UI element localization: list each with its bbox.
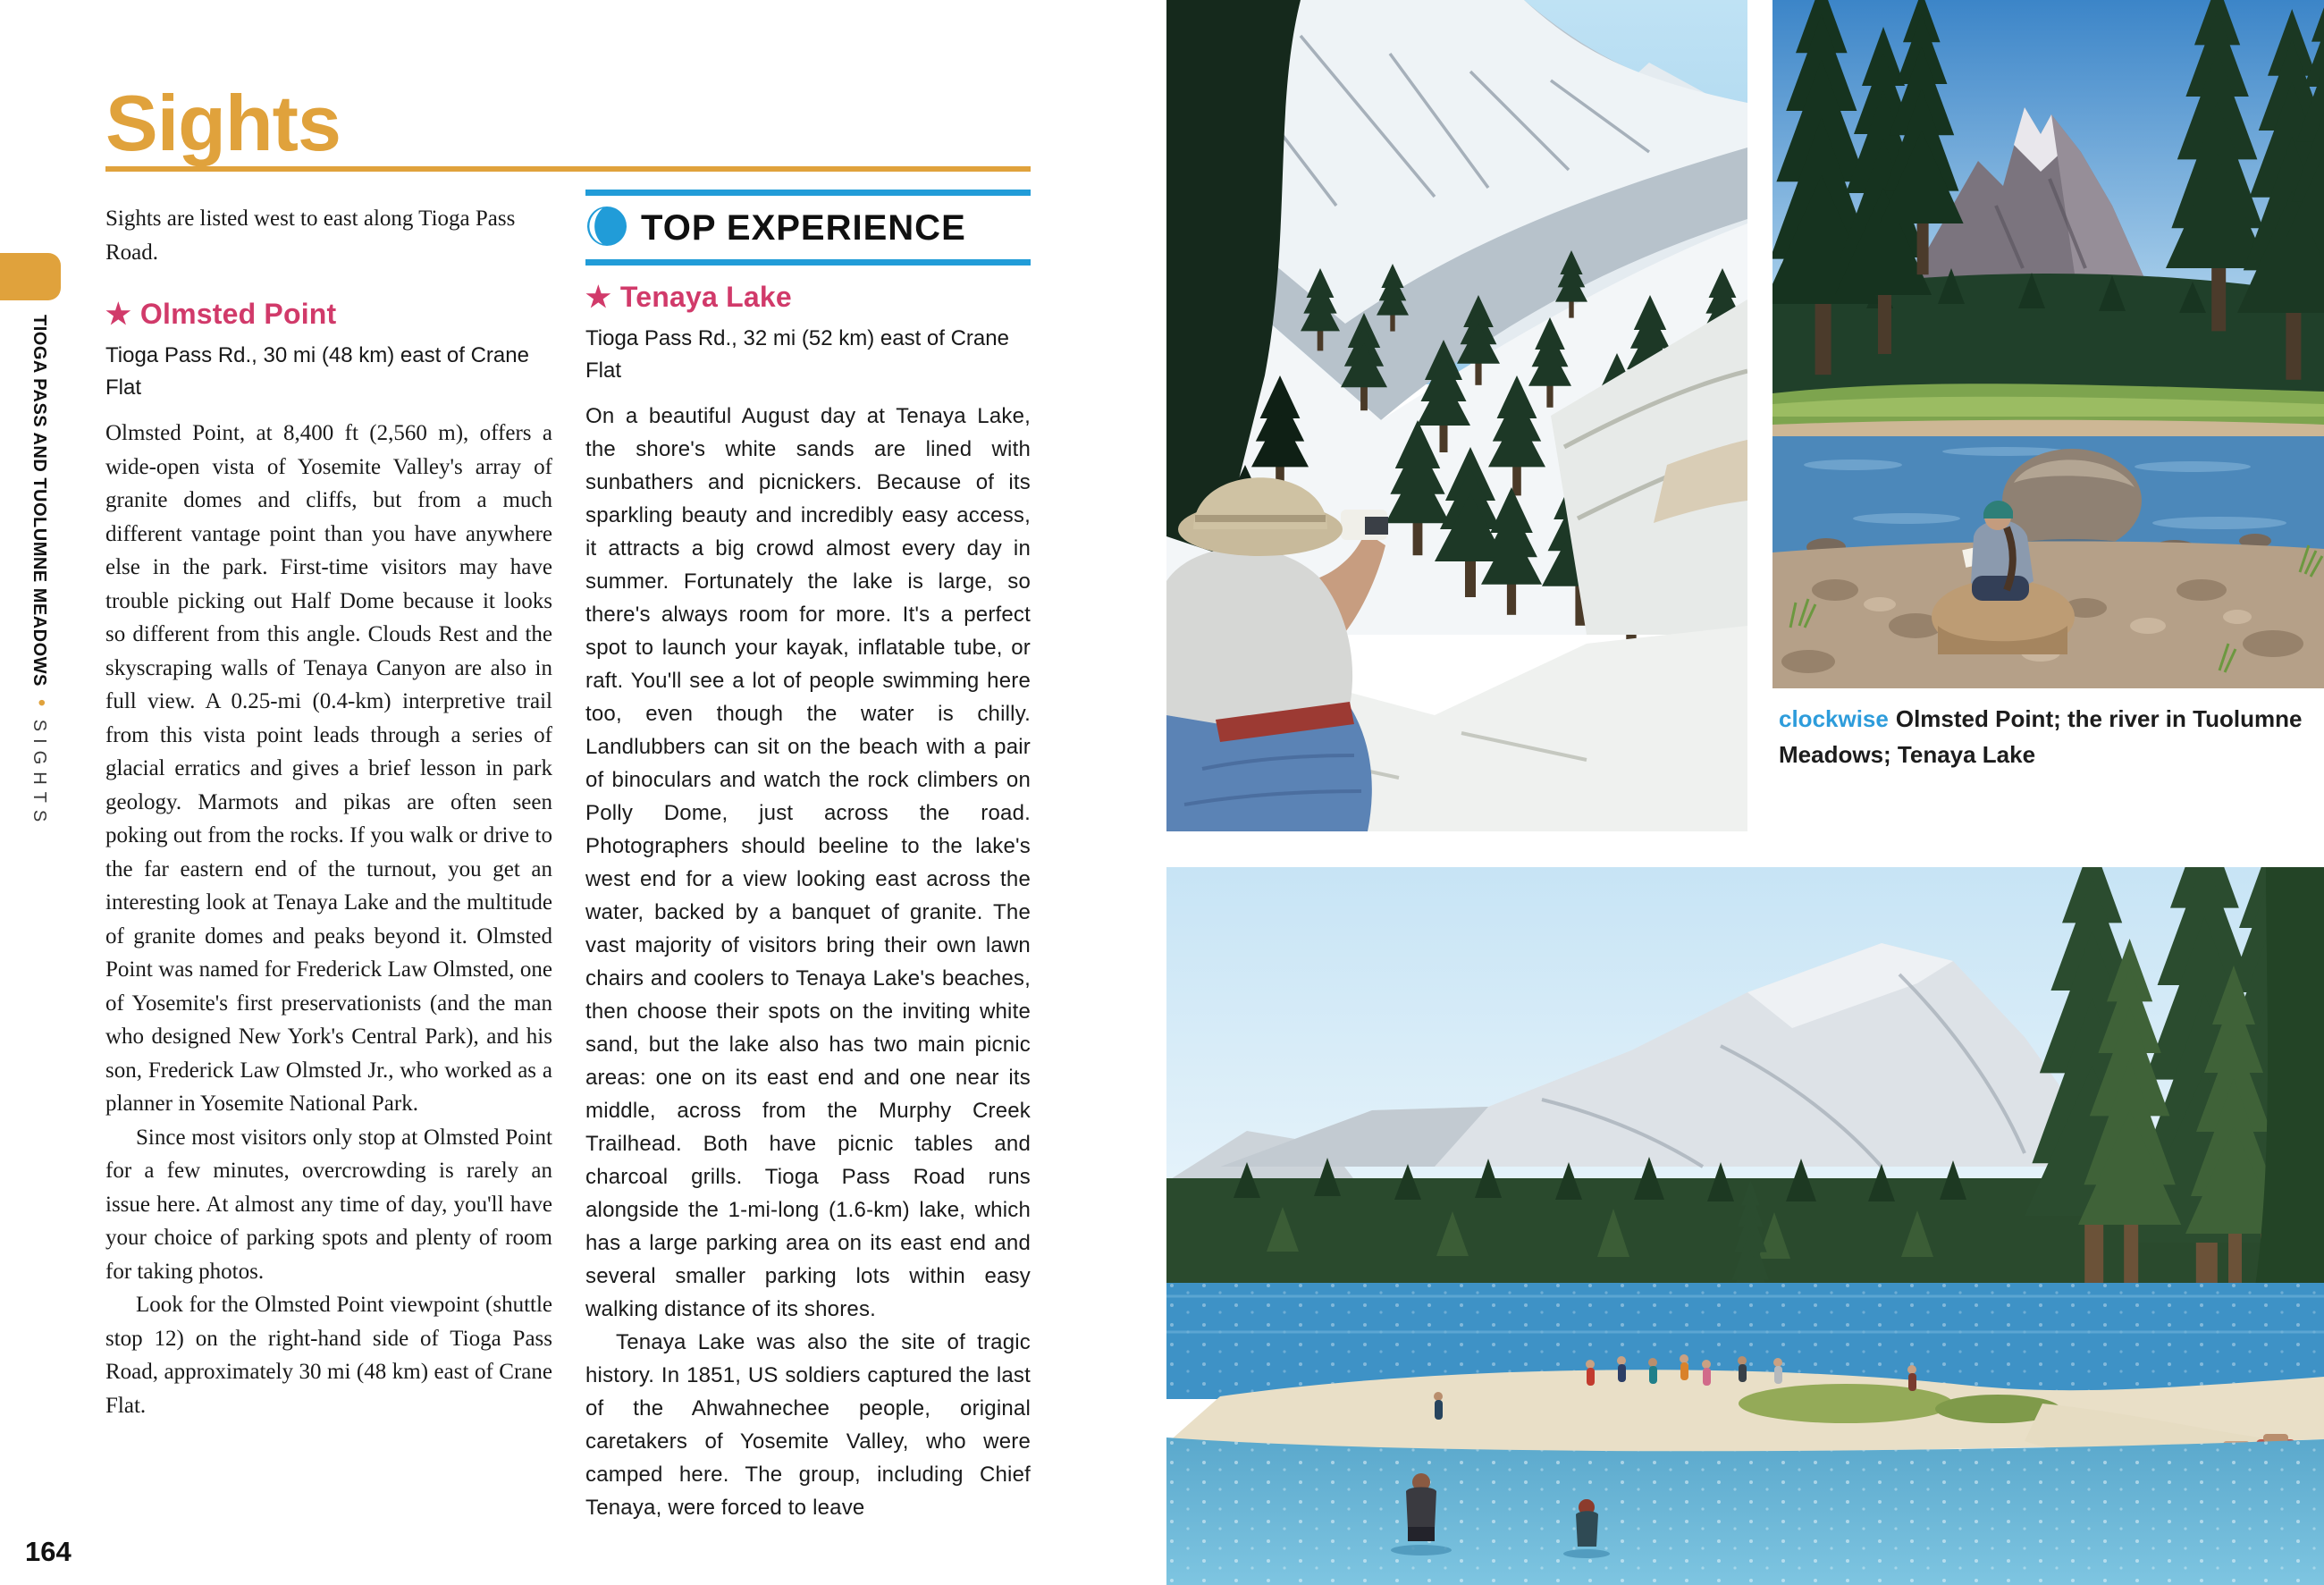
star-icon: ★ bbox=[585, 281, 611, 313]
spine-label bbox=[29, 315, 54, 829]
spine-chapter-title: TIOGA PASS AND TUOLUMNE MEADOWS bbox=[29, 315, 49, 687]
page-number: 164 bbox=[25, 1536, 72, 1567]
star-icon: ★ bbox=[105, 298, 131, 330]
heading-tenaya-lake-label: Tenaya Lake bbox=[619, 281, 792, 313]
chapter-tab bbox=[0, 253, 61, 300]
top-experience-rule-top bbox=[585, 190, 1031, 196]
caption-lead: clockwise bbox=[1779, 705, 1889, 732]
top-experience-label: TOP EXPERIENCE bbox=[641, 208, 966, 248]
spine-section-title: SIGHTS bbox=[29, 719, 49, 830]
heading-olmsted-point bbox=[105, 297, 552, 331]
tenaya-body bbox=[585, 400, 1031, 1524]
tenaya-paragraph: Tenaya Lake was also the site of tragic history. In 1851, US soldiers captured the last of the Ahwahnechee people, original caretakers of Yosemite Valley, who were camped here. The group, including Chief Tenaya, were forced to leave bbox=[585, 1330, 1031, 1520]
heading-olmsted-point-label: Olmsted Point bbox=[139, 298, 337, 330]
olmsted-body bbox=[105, 417, 552, 1422]
top-experience-rule-bottom bbox=[585, 259, 1031, 266]
olmsted-address: Tioga Pass Rd., 30 mi (48 km) east of Crane Flat bbox=[105, 343, 529, 400]
tenaya-address: Tioga Pass Rd., 32 mi (52 km) east of Crane Flat bbox=[585, 326, 1009, 383]
bullet-icon: • bbox=[29, 698, 54, 707]
heading-tenaya-lake bbox=[585, 280, 1031, 314]
intro-text: Sights are listed west to east along Tioga Pass Road. bbox=[105, 207, 516, 265]
moon-circle-icon bbox=[587, 207, 627, 250]
column-right bbox=[585, 190, 1031, 1524]
photo-tuolumne-river bbox=[1772, 0, 2324, 688]
caption-text: Olmsted Point; the river in Tuolumne Meadows; Tenaya Lake bbox=[1779, 705, 2303, 768]
top-experience-header bbox=[585, 196, 1031, 259]
olmsted-paragraph: Since most visitors only stop at Olmsted Point for a few minutes, overcrowding is rarely an issue here. At almost any time of day, you'll have your choice of parking spots and plenty of room for taking photos. bbox=[105, 1125, 552, 1284]
column-left bbox=[105, 79, 552, 1422]
tenaya-paragraph: On a beautiful August day at Tenaya Lake, the shore's white sands are lined with sunbathers and picnickers. Because of its sparkling beauty and incredibly easy access, it attracts a big crowd almost every day in summer. Fortunately the lake is large, so there's always room for more. It's a perfect spot to launch your kayak, inflatable tube, or raft. You'll see a lot of people swimming here too, even though the water is chilly. Landlubbers can sit on the beach with a pair of binoculars and watch the rock climbers on Polly Dome, just across the road. Photographers should beeline to the lake's west end for a view looking east across the water, backed by a banquet of granite. The vast majority of visitors bring their own lawn chairs and coolers to Tenaya Lake's beaches, then choose their spots on the inviting white sand, but the lake also has two main picnic areas: one on its east end and one near its middle, across from the Murphy Creek Trailhead. Both have picnic tables and charcoal grills. Tioga Pass Road runs alongside the 1-mi-long (1.6-km) lake, which has a large parking area on its east end and several smaller parking lots within easy walking distance of its shores. bbox=[585, 404, 1031, 1321]
olmsted-paragraph: Look for the Olmsted Point viewpoint (shuttle stop 12) on the right-hand side of Tioga Pass Road, approximately 30 mi (48 km) east of Crane Flat. bbox=[105, 1293, 552, 1418]
photo-olmsted-point bbox=[1166, 0, 1747, 831]
photo-caption bbox=[1779, 701, 2315, 772]
page-title: Sights bbox=[105, 79, 341, 167]
photo-tenaya-lake bbox=[1166, 867, 2324, 1585]
olmsted-paragraph: Olmsted Point, at 8,400 ft (2,560 m), offers a wide-open vista of Yosemite Valley's array of granite domes and cliffs, but from a much different vantage point than you have anywhere else in the park. First-time visitors may have trouble picking out Half Dome because it looks so different from this angle. Clouds Rest and the skyscraping walls of Tenaya Canyon are also in full view. A 0.25-mi (0.4-km) interpretive trail from this vista point leads through a series of glacial erratics and gives a brief lesson in park geology. Marmots and pikas are often seen poking out from the rocks. If you walk or drive to the far eastern end of the turnout, you get an interesting look at Tenaya Lake and the multitude of granite domes and peaks beyond it. Olmsted Point was named for Frederick Law Olmsted, one of Yosemite's first preservationists (and the man who designed New York's Central Park), and his son, Frederick Law Olmsted Jr., who worked as a planner in Yosemite National Park. bbox=[105, 421, 552, 1116]
